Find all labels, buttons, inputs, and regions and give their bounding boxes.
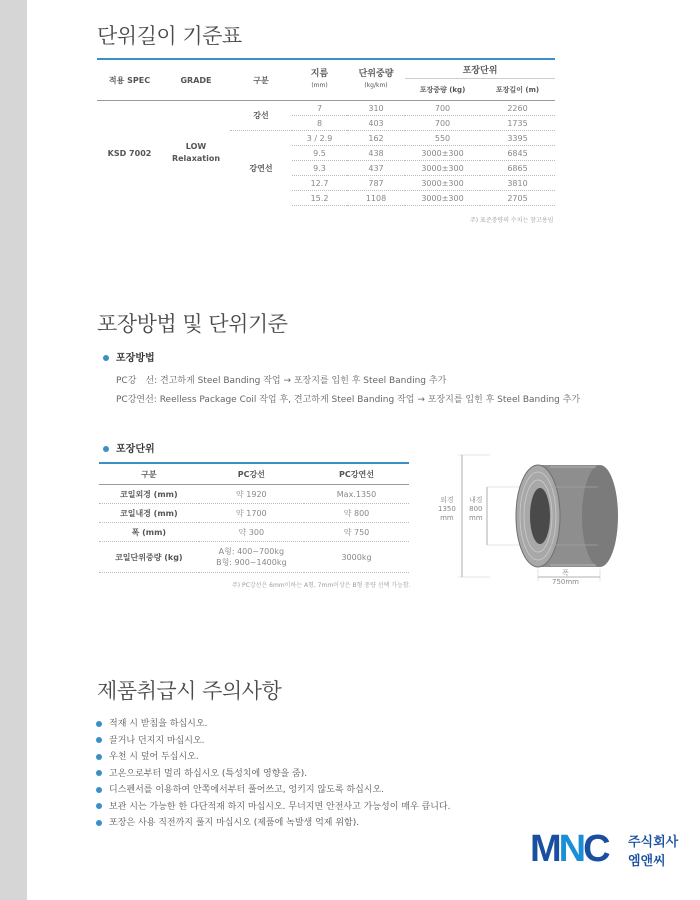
th-pu-category: 구분 (99, 463, 199, 485)
cell-w-3: 438 (347, 146, 405, 161)
cell-pw-0: 700 (405, 101, 480, 116)
cell-w-0: 310 (347, 101, 405, 116)
coil-diagram (430, 447, 620, 592)
table1-note: 주) 표준중량의 수치는 참고용임 (470, 217, 554, 224)
cell-pw-3: 3000±300 (405, 146, 480, 161)
list-item: 포장은 사용 직전까지 풀지 마십시오 (제품에 녹발생 억제 위함). (96, 815, 450, 832)
pu-cell-wire: 약 1700 (199, 504, 304, 523)
coil-back (582, 465, 618, 567)
precautions-list (96, 716, 450, 832)
cell-pl-2: 3395 (480, 131, 555, 146)
cell-pl-0: 2260 (480, 101, 555, 116)
cell-d-4: 9.3 (292, 161, 347, 176)
coil-hole (530, 488, 550, 544)
pu-cell-wire: A형: 400~700kg B형: 900~1400kg (199, 542, 304, 573)
pu-cell-wire: 약 1920 (199, 485, 304, 504)
cell-pw-2: 550 (405, 131, 480, 146)
pu-cell-strand: 약 800 (304, 504, 409, 523)
list-item: 적재 시 받침을 하십시오. (96, 716, 450, 733)
th-pack-length: 포장길이 (m) (480, 79, 555, 101)
packaging-method-heading: 포장방법 (103, 349, 155, 364)
left-margin-strip (0, 0, 27, 900)
list-item: 디스펜서를 이용하여 안쪽에서부터 풀어쓰고, 엉키지 않도록 하십시오. (96, 782, 450, 799)
cell-pw-5: 3000±300 (405, 176, 480, 191)
handling-title: 제품취급시 주의사항 (97, 679, 282, 703)
unit-length-title: 단위길이 기준표 (97, 24, 242, 48)
cell-pl-3: 6845 (480, 146, 555, 161)
unit-length-table (97, 58, 555, 206)
inner-dim-label: 내경 800 mm (469, 496, 483, 522)
cell-pw-6: 3000±300 (405, 191, 480, 206)
th-category: 구분 (230, 59, 292, 101)
cell-w-5: 787 (347, 176, 405, 191)
cell-w-6: 1108 (347, 191, 405, 206)
cell-w-2: 162 (347, 131, 405, 146)
cell-d-5: 12.7 (292, 176, 347, 191)
pu-row-label: 코일외경 (mm) (99, 485, 199, 504)
bullet-dot (103, 355, 109, 361)
width-dim-label: 폭 750mm (552, 569, 579, 586)
cell-pl-4: 6865 (480, 161, 555, 176)
company-logo (530, 828, 690, 878)
pu-row-label: 코일단위중량 (kg) (99, 542, 199, 573)
cell-d-3: 9.5 (292, 146, 347, 161)
cell-pl-5: 3810 (480, 176, 555, 191)
cell-pl-6: 2705 (480, 191, 555, 206)
cell-pl-1: 1735 (480, 116, 555, 131)
pu-row-label: 코일내경 (mm) (99, 504, 199, 523)
pu-row-label: 폭 (mm) (99, 523, 199, 542)
packaging-method-strand: PC강연선: Reelless Package Coil 작업 후, 견고하게 Steel Banding 작업 → 포장지를 입힌 후 Steel Banding 추가 (116, 395, 581, 405)
grade-cell: LOW Relaxation (171, 142, 221, 164)
packaging-title: 포장방법 및 단위기준 (97, 312, 288, 336)
th-pu-wire: PC강선 (199, 463, 304, 485)
outer-dim-label: 외경 1350 mm (438, 496, 456, 522)
cell-d-0: 7 (292, 101, 347, 116)
spec-cell: KSD 7002 (107, 148, 152, 158)
cell-w-1: 403 (347, 116, 405, 131)
list-item: 우천 시 덮어 두십시오. (96, 749, 450, 766)
bullet-dot (103, 446, 109, 452)
packaging-unit-table (99, 462, 409, 573)
list-item: 보관 시는 가능한 한 다단적재 하지 마십시오. 무너지면 안전사고 가능성이 매우 큽니다. (96, 799, 450, 816)
pu-cell-strand: 약 750 (304, 523, 409, 542)
th-packaging-unit: 포장단위 (405, 59, 555, 79)
cell-w-4: 437 (347, 161, 405, 176)
th-spec: 적용 SPEC (97, 59, 162, 101)
pu-cell-wire: 약 300 (199, 523, 304, 542)
th-pu-strand: PC강연선 (304, 463, 409, 485)
packaging-unit-heading: 포장단위 (103, 440, 155, 455)
logo-text: 주식회사 엠앤씨 (628, 835, 679, 869)
cell-d-1: 8 (292, 116, 347, 131)
th-grade: GRADE (162, 59, 230, 101)
pu-cell-strand: 3000kg (304, 542, 409, 573)
pu-cell-strand: Max.1350 (304, 485, 409, 504)
category-wire: 강선 (230, 101, 292, 131)
th-diameter: 지름 (mm) (292, 59, 347, 101)
cell-d-2: 3 / 2.9 (292, 131, 347, 146)
packaging-unit-note: 주) PC강선은 6mm이하는 A형, 7mm이상은 B형 중량 선택 가능함. (232, 582, 411, 589)
category-strand: 강연선 (249, 163, 273, 173)
logo-mark: MNC (530, 828, 608, 870)
cell-d-6: 15.2 (292, 191, 347, 206)
cell-pw-4: 3000±300 (405, 161, 480, 176)
th-pack-weight: 포장중량 (kg) (405, 79, 480, 101)
packaging-method-wire: PC강 선: 견고하게 Steel Banding 작업 → 포장지를 입힌 후 Steel Banding 추가 (116, 376, 447, 386)
th-unit-weight: 단위중량 (kg/km) (347, 59, 405, 101)
list-item: 고온으로부터 멀리 하십시오 (특성치에 영향을 줌). (96, 766, 450, 783)
list-item: 끌거나 던지지 마십시오. (96, 733, 450, 750)
cell-pw-1: 700 (405, 116, 480, 131)
